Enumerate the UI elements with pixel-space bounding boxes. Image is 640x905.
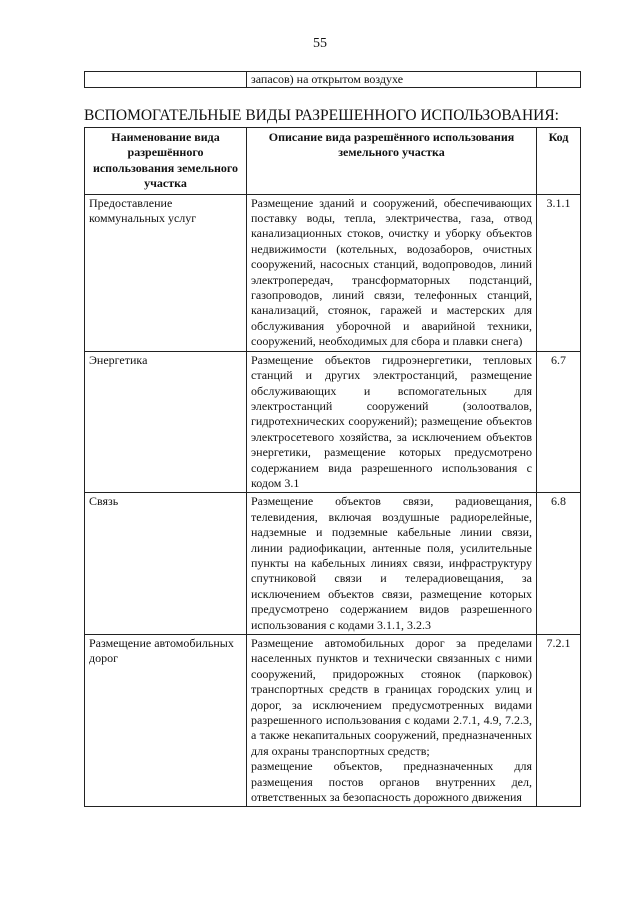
land-use-table bbox=[84, 127, 581, 807]
row-code: 7.2.1 bbox=[537, 635, 581, 807]
row-description bbox=[247, 635, 537, 807]
header-name: Наименование вида разрешённого использования земельного участка bbox=[85, 128, 247, 195]
table-row bbox=[85, 194, 581, 351]
continued-table-row bbox=[84, 71, 581, 88]
row-code: 6.8 bbox=[537, 493, 581, 635]
row-description: Размещение объектов гидроэнергетики, тепловых станций и других электростанций, размещение обслуживающих и вспомогательных для электростанций сооружений (золоотвалов, гидротехнических сооружений); размещение объектов электросетевого хозяйства, за исключением объектов энергетики, размещение которых предусмотрено содержанием вида разрешенного использования с кодом 3.1 bbox=[247, 351, 537, 493]
section-title: ВСПОМОГАТЕЛЬНЫЕ ВИДЫ РАЗРЕШЕННОГО ИСПОЛЬЗОВАНИЯ: bbox=[84, 107, 559, 124]
name-cell bbox=[85, 72, 247, 88]
row-description-part-2: размещение объектов, предназначенных для размещения постов органов внутренних дел, ответственных за безопасность дорожного движения bbox=[251, 759, 532, 805]
row-code: 6.7 bbox=[537, 351, 581, 493]
code-cell bbox=[537, 72, 581, 88]
row-description: Размещение зданий и сооружений, обеспечивающих поставку воды, тепла, электричества, газа, отвод канализационных стоков, очистку и уборку объектов недвижимости (котельных, водозаборов, очистных сооружений, насосных станций, водопроводов, линий электропередач, трансформаторных подстанций, газопроводов, линий связи, телефонных станций, канализаций, стоянок, гаражей и мастерских для обслуживания уборочной и аварийной техники, сооружений, необходимых для сбора и плавки снега) bbox=[247, 194, 537, 351]
row-name: Энергетика bbox=[85, 351, 247, 493]
row-description: Размещение объектов связи, радиовещания, телевидения, включая воздушные радиорелейные, надземные и подземные кабельные линии связи, линии радиофикации, антенные поля, усилительные пункты на кабельных линиях связи, инфраструктуру спутниковой связи и телерадиовещания, за исключением объектов связи, размещение которых предусмотрено содержанием видов разрешенного использования с кодами 3.1.1, 3.2.3 bbox=[247, 493, 537, 635]
description-cell: запасов) на открытом воздухе bbox=[247, 72, 537, 88]
page-number: 55 bbox=[313, 36, 327, 51]
row-name: Размещение автомобильных дорог bbox=[85, 635, 247, 807]
table-row bbox=[85, 351, 581, 493]
row-code: 3.1.1 bbox=[537, 194, 581, 351]
row-name: Предоставление коммунальных услуг bbox=[85, 194, 247, 351]
table-header-row bbox=[85, 128, 581, 195]
row-name: Связь bbox=[85, 493, 247, 635]
row-description-part-1: Размещение автомобильных дорог за пределами населенных пунктов и технически связанных с ними сооружений, придорожных стоянок (парковок) транспортных средств в границах городских улиц и дорог, за исключением предусмотренных видами разрешенного использования с кодами 2.7.1, 4.9, 7.2.3, а также некапитальных сооружений, предназначенных для охраны транспортных средств; bbox=[251, 636, 532, 758]
header-code: Код bbox=[537, 128, 581, 195]
table-row bbox=[85, 493, 581, 635]
table-row bbox=[85, 635, 581, 807]
table-row bbox=[85, 72, 581, 88]
header-description: Описание вида разрешённого использования земельного участка bbox=[247, 128, 537, 195]
